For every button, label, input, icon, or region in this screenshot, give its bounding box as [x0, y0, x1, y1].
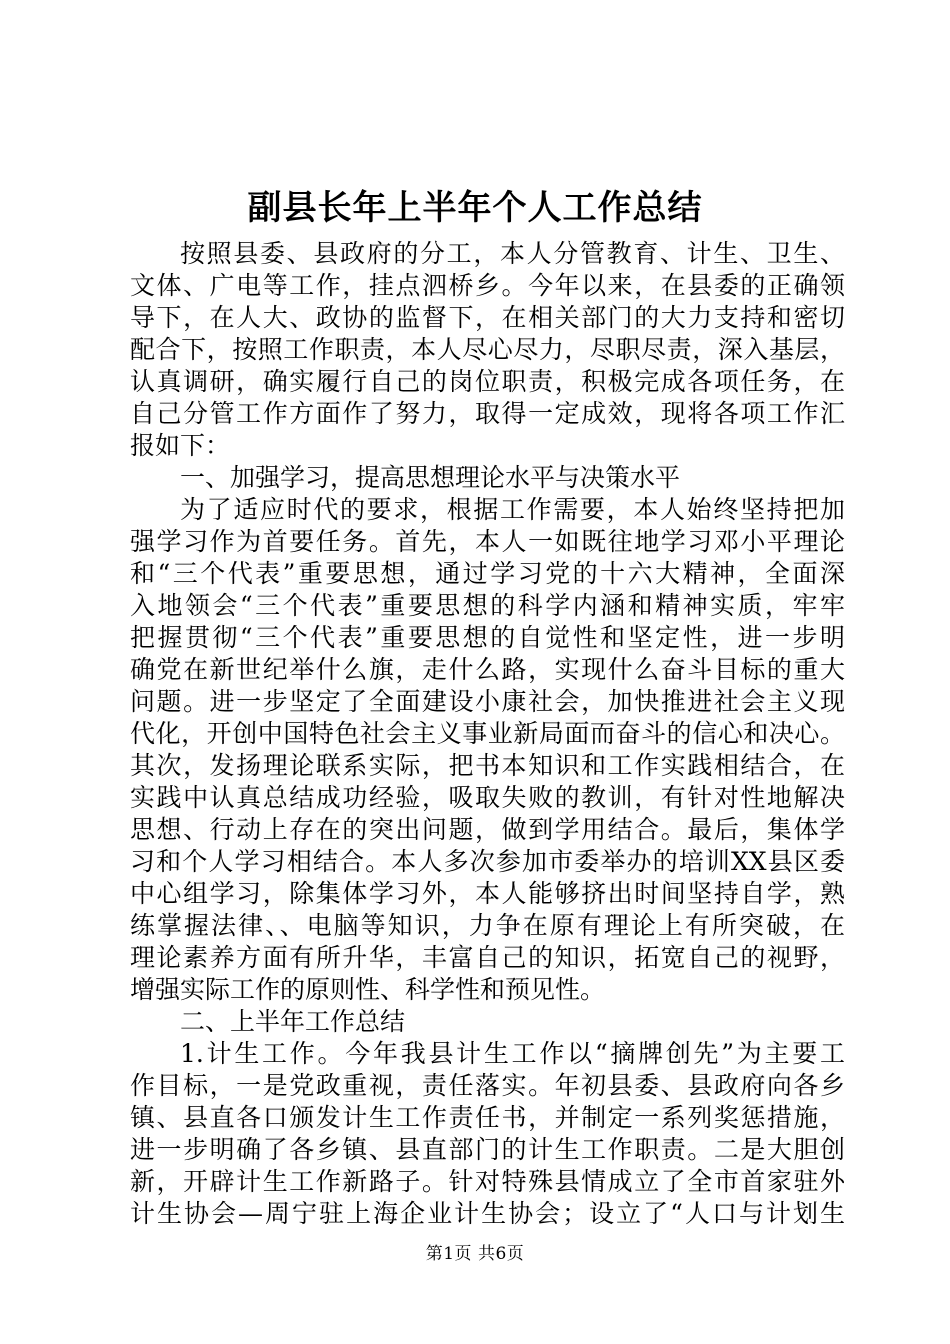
section-heading: 一、加强学习，提高思想理论水平与决策水平 — [180, 463, 681, 492]
paragraph-line: 进一步明确了各乡镇、县直部门的计生工作职责。二是大胆创 — [130, 1135, 845, 1164]
paragraph-line: 思想、行动上存在的突出问题，做到学用结合。最后，集体学 — [130, 815, 845, 844]
paragraph-line: 问题。进一步坚定了全面建设小康社会，加快推进社会主义现 — [130, 687, 845, 716]
paragraph-line: 配合下，按照工作职责，本人尽心尽力，尽职尽责，深入基层， — [130, 335, 845, 364]
paragraph-line: 认真调研，确实履行自己的岗位职责，积极完成各项任务，在 — [130, 367, 845, 396]
paragraph-line: 镇、县直各口颁发计生工作责任书，并制定一系列奖惩措施， — [130, 1103, 845, 1132]
page-footer: 第1页 共6页 — [425, 1244, 525, 1264]
paragraph-line: 理论素养方面有所升华，丰富自己的知识，拓宽自己的视野， — [130, 943, 845, 972]
section-heading: 二、上半年工作总结 — [180, 1007, 406, 1036]
paragraph-line: 1.计生工作。今年我县计生工作以“摘牌创先”为主要工 — [180, 1039, 845, 1068]
paragraph-line: 实践中认真总结成功经验，吸取失败的教训，有针对性地解决 — [130, 783, 845, 812]
paragraph-line: 其次，发扬理论联系实际，把书本知识和工作实践相结合，在 — [130, 751, 845, 780]
paragraph-line: 中心组学习，除集体学习外，本人能够挤出时间坚持自学，熟 — [130, 879, 845, 908]
paragraph-line: 自己分管工作方面作了努力，取得一定成效，现将各项工作汇 — [130, 399, 845, 428]
paragraph-line: 文体、广电等工作，挂点泗桥乡。今年以来，在县委的正确领 — [130, 271, 845, 300]
paragraph-line: 新，开辟计生工作新路子。针对特殊县情成立了全市首家驻外 — [130, 1167, 845, 1196]
paragraph-line: 作目标，一是党政重视，责任落实。年初县委、县政府向各乡 — [130, 1071, 845, 1100]
paragraph-line: 增强实际工作的原则性、科学性和预见性。 — [130, 975, 606, 1004]
paragraph-line: 习和个人学习相结合。本人多次参加市委举办的培训XX县区委 — [130, 847, 845, 876]
paragraph-line: 把握贯彻“三个代表”重要思想的自觉性和坚定性，进一步明 — [130, 623, 845, 652]
paragraph-line: 报如下： — [130, 431, 231, 460]
paragraph-line: 入地领会“三个代表”重要思想的科学内涵和精神实质，牢牢 — [130, 591, 845, 620]
paragraph-line: 练掌握法律、、电脑等知识，力争在原有理论上有所突破，在 — [130, 911, 845, 940]
paragraph-line: 导下，在人大、政协的监督下，在相关部门的大力支持和密切 — [130, 303, 845, 332]
paragraph-line: 确党在新世纪举什么旗，走什么路，实现什么奋斗目标的重大 — [130, 655, 845, 684]
paragraph-line: 和“三个代表”重要思想，通过学习党的十六大精神，全面深 — [130, 559, 845, 588]
paragraph-line: 强学习作为首要任务。首先，本人一如既往地学习邓小平理论 — [130, 527, 845, 556]
paragraph-line: 代化，开创中国特色社会主义事业新局面而奋斗的信心和决心。 — [130, 719, 845, 748]
paragraph-line: 计生协会—周宁驻上海企业计生协会；设立了“人口与计划生 — [130, 1199, 845, 1228]
document-body — [130, 238, 845, 1230]
document-title: 副县长年上半年个人工作总结 — [247, 188, 703, 228]
paragraph-line: 按照县委、县政府的分工，本人分管教育、计生、卫生、 — [180, 239, 845, 268]
paragraph-line: 为了适应时代的要求，根据工作需要，本人始终坚持把加 — [180, 495, 845, 524]
